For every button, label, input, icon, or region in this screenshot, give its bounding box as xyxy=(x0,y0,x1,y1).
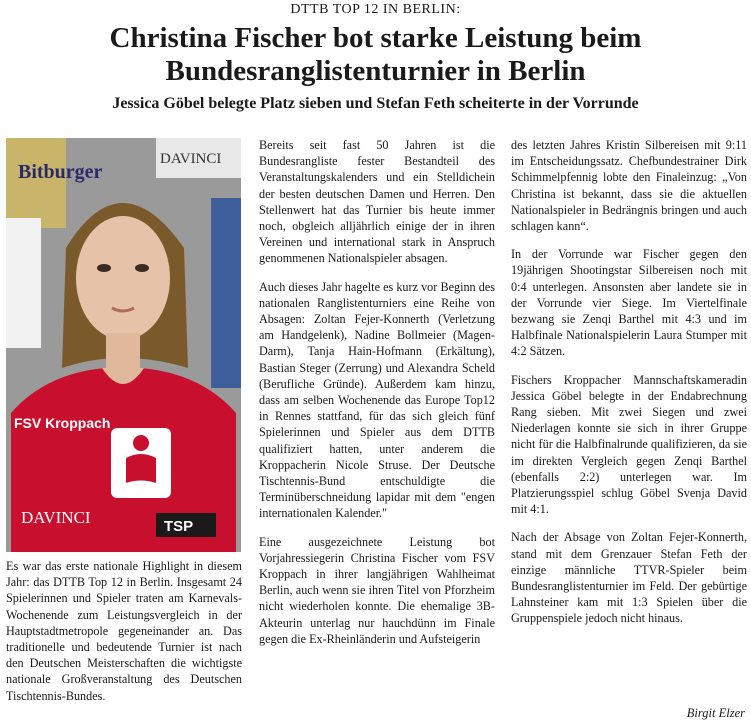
subheadline: Jessica Göbel belegte Platz sieben und Stefan Feth scheiterte in der Vorrunde xyxy=(112,95,639,112)
paragraph: Bereits seit fast 50 Jahren ist die Bundesrangliste fester Bestandteil des Veranstaltungskalenders und ein Stelldichein der besten deutschen Damen und Herren. Den Stellenwert hat das Turnier bis heute immer noch, obgleich alljährlich einige der in ihren Vereinen und international stark in Anspruch genommenen Nationalspieler absagen. xyxy=(259,138,495,266)
article-column-2 xyxy=(259,137,495,659)
jersey-badge-text: TSP xyxy=(164,518,194,535)
paragraph: Es war das erste nationale Highlight in diesem Jahr: das DTTB Top 12 in Berlin. Insgesamt 24 Spielerinnen und Spieler traten am Karnevals-Wochenende zum Leistungsvergleich in der Hauptstadtmetropole gegeneinander an. Das traditionelle und bedeutende Turnier ist nach den Deutschen Meisterschaften die wichtigste nationale Großveranstaltung des Deutschen Tischtennis-Bundes. xyxy=(6,559,242,703)
author-byline: Birgit Elzer xyxy=(686,706,745,720)
banner-bitburger-text: Bitburger xyxy=(18,161,103,183)
paragraph: In der Vorrunde war Fischer gegen den 19jährigen Shootingstar Silbereisen noch mit 0:4 unterlegen. Ansonsten aber landete sie in der Vorrunde vier Siege. Im Viertelfinale bezwang sie Zenqi Barthel mit 4:3 und im Halbfinale Nationalspielerin Laura Stumper mit 4:2 Sätzen. xyxy=(511,247,747,359)
article-column-1 xyxy=(6,558,242,716)
banner-davinci-text: DAVINCI xyxy=(160,151,222,167)
paragraph: Auch dieses Jahr hagelte es kurz vor Beginn des nationalen Ranglistenturniers eine Reihe von Absagen: Zoltan Fejer-Konnerth (Verletzung am Handgelenk), Nadine Bollmeier (Magen-Darm), Tanja Hain-Hofmann (Erkältung), Bastian Steger (Zerrung) und Alexandra Scheld (Berufliche Gründe). Außerdem kam hinzu, dass am selben Wochenende das Europe Top12 in Rennes stattfand, für das sich gleich fünf Spielerinnen und Spieler aus dem DTTB qualifiziert hatten, unter anderem die Kroppacherin Nicole Struse. Der Deutsche Tischtennis-Bund entschuldigte die Terminüberschneidung lapidar mit dem "engen internationalen Kalender." xyxy=(259,279,495,521)
headline-line-1: Christina Fischer bot starke Leistung beim xyxy=(109,22,642,54)
paragraph: Eine ausgezeichnete Leistung bot Vorjahressiegerin Christina Fischer vom FSV Kroppach in ihrer langjährigen Wahlheimat Berlin, auch wenn sie ihren Titel von Pforzheim nicht wiederholen konnte. Die ehemalige 3B-Akteurin unterlag nur hauchdünn im Finale gegen die Ex-Rheinländerin und Aufsteigerin xyxy=(259,534,495,646)
paragraph: Nach der Absage von Zoltan Fejer-Konnerth, stand mit dem Grenzauer Stefan Feth der einzige männliche TTVR-Spieler beim Bundesranglistenturnier im Feld. Der gebürtige Lahnsteiner kam mit 1:3 Spielen über die Gruppenspiele jedoch nicht hinaus. xyxy=(511,530,747,626)
headline xyxy=(0,22,751,88)
player-photo-illustration xyxy=(6,138,241,552)
jersey-club-text: FSV Kroppach xyxy=(14,415,111,431)
kicker: DTTB TOP 12 IN BERLIN: xyxy=(290,2,461,17)
paragraph: des letzten Jahres Kristin Silbereisen mit 9:11 im Entscheidungssatz. Chefbundestrainer Dirk Schimmelpfennig lobte den Finaleinzug: „Von Christina ist bekannt, dass sie die aktuellen Nationalspieler in Bedrängnis bringen und auch schlagen kann“. xyxy=(511,138,747,234)
article-column-3 xyxy=(511,137,747,639)
paragraph: Fischers Kroppacher Mannschaftskameradin Jessica Göbel belegte in der Endabrechnung Rang sieben. Mit zwei Siegen und zwei Niederlagen konnte sie sich in ihrer Gruppe nicht für die Halbfinalrunde qualifizieren, da sie im direkten Vergleich gegen Zenqi Barthel (ebenfalls 2:2) unterlegen war. Im Platzierungsspiel schlug Göbel Svenja David mit 4:1. xyxy=(511,372,747,517)
player-photo xyxy=(6,138,241,552)
headline-line-2: Bundesranglistenturnier in Berlin xyxy=(165,55,586,87)
jersey-sponsor-text: DAVINCI xyxy=(21,508,91,527)
